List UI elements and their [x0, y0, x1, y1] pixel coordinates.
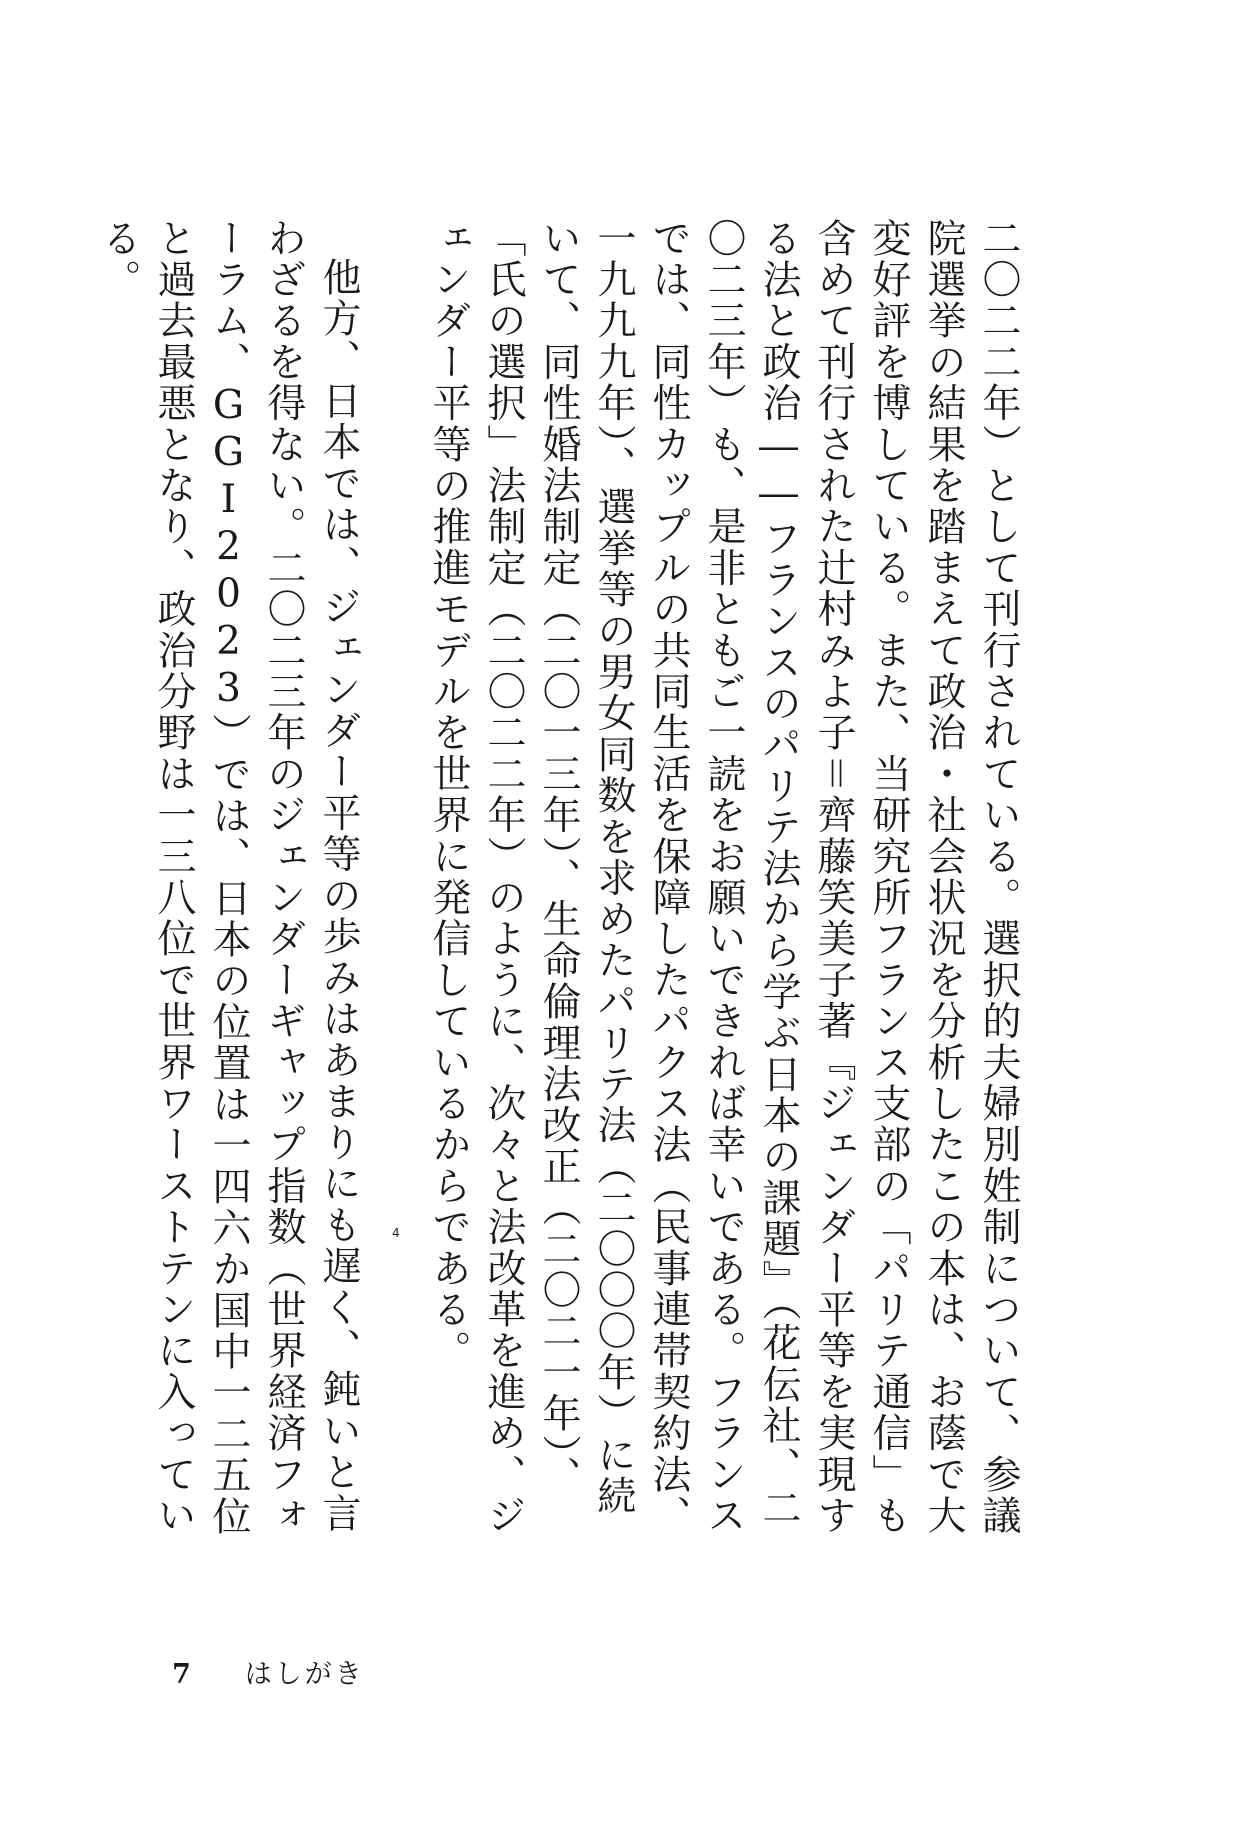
- chapter-title: はしがき: [244, 1659, 365, 1690]
- paragraph-1: 二〇二二年）として刊行されている。選択的夫婦別姓制について、参議院選挙の結果を踏まえて政治・社会状況を分析したこの本は、お蔭で大変好評を博している。また、当研究所フランス支部の「パリテ通信」も含めて刊行された辻村みよ子＝齊藤笑美子著『ジェンダー平等を実現する法と政治――フランスのパリテ法から学ぶ日本の課題』（花伝社、二〇二三年）も、是非ともご一読をお願いできれば幸いである。フランスでは、同性カップルの共同生活を保障したパクス法（民事連帯契約法、一九九九年）、選挙等の男女同数を求めたパリテ法（二〇〇〇年）に続いて、同性婚法制定（二〇一三年）、生命倫理法改正（二〇二一年）、「氏の選択」法制定（二〇二二年）のように、次々と法改革を進め、ジェンダー平等の推進モデルを世界に発信しているからである。: [426, 218, 1021, 1537]
- annotation-mark: 4: [392, 1226, 400, 1240]
- page-number: 7: [172, 1659, 191, 1690]
- page-footer: [172, 1652, 365, 1691]
- paragraph-gap: [366, 218, 421, 1558]
- paragraph-2: 他方、日本では、ジェンダー平等の歩みはあまりにも遅く、鈍いと言わざるを得ない。二〇二三年のジェンダーギャップ指数（世界経済フォーラム、GGI2023）では、日本の位置は一四六か国中一二五位と過去最悪となり、政治分野は一三八位で世界ワーストテンに入っている。: [96, 218, 361, 1538]
- main-text: [91, 218, 1026, 1558]
